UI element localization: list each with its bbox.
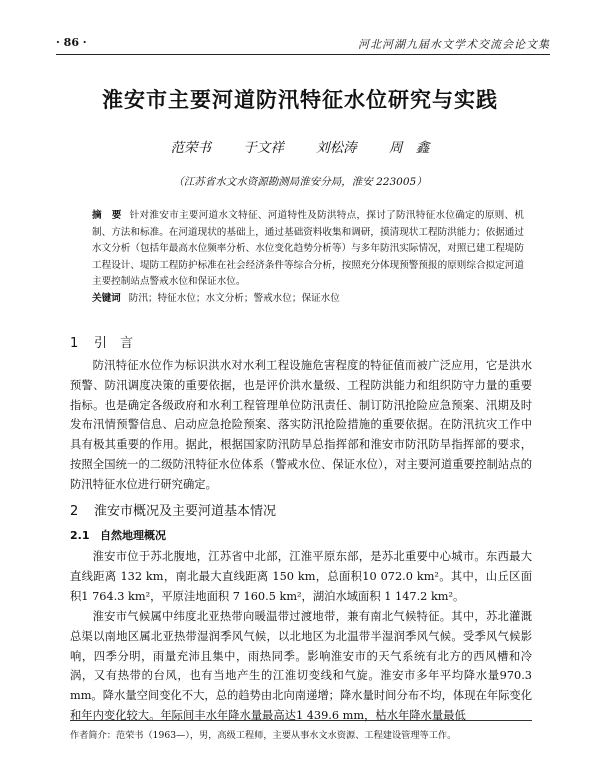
abstract-label: 摘 要 [92,210,122,221]
section-number: 2 [70,504,79,519]
paper-title: 淮安市主要河道防汛特征水位研究与实践 [102,88,498,112]
author-name: 于文祥 [243,140,284,156]
body-paragraph: 淮安市位于苏北腹地，江苏省中北部，江淮平原东部，是苏北重要中心城市。东西最大直线距离 132 km，南北最大直线距离 150 km，总面积10 072.0 km²。其中，山丘区面积1 764.3 km²，平原洼地面积 7 160.5 km²，湖泊水域面积 1 147.2 km²。 [70,550,532,603]
author-name: 刘松涛 [316,140,357,156]
keywords-text: 防汛；特征水位；水文分析；警戒水位；保证水位 [128,292,340,304]
section-number: 1 [70,336,79,351]
body-paragraph: 淮安市气候属中纬度北亚热带向暖温带过渡地带，兼有南北气候特征。其中，苏北灌溉总渠以南地区属北亚热带湿润季风气候，以北地区为北温带半湿润季风气候。受季风气候影响，四季分明，雨量充沛且集中，雨热同季。影响淮安市的天气系统有北方的西风槽和冷涡，又有热带的台风，也有当地产生的江淮切变线和气旋。淮安市多年平均降水量970.3 mm。降水量空间变化不大，总的趋势由北向南递增；降水量时间分布不均，体现在年际变化和年内变化较大。年际间丰水年降水量最高达1 439.6 mm，枯水年降水量最低 [70,610,533,722]
section-title: 引 言 [94,336,134,351]
running-header [56,34,550,55]
footnote-divider [70,720,532,721]
page-number: · 86 · [56,36,87,49]
author-name: 范荣书 [170,140,212,156]
body-paragraph: 防汛特征水位作为标识洪水对水利工程设施危害程度的特征值而被广泛应用，它是洪水预警、防汛调度决策的重要依据，也是评价洪水量级、工程防洪能力和组织防守力量的重要指标。也是确定各级政府和水利工程管理单位防汛责任、制订防汛抢险应急预案、汛期及时发布汛情预警信息、启动应急抢险预案、落实防汛抢险措施的重要依据。在防汛抗灾工作中具有极其重要的作用。据此，根据国家防汛防旱总指挥部和淮安市防汛防旱指挥部的要求，按照全国统一的二级防汛特征水位体系（警戒水位、保证水位），对主要河道重要控制站点的防汛特征水位进行研究确定。 [70,359,532,491]
keywords-line [92,291,524,308]
running-title: 河北河湖九届水文学术交流会论文集 [358,38,550,51]
author-name: 周 鑫 [388,140,430,156]
subsection-number: 2.1 [70,529,90,542]
affiliation: （江苏省水文水资源勘测局淮安分局，淮安 223005） [173,176,427,188]
section-title: 淮安市概况及主要河道基本情况 [94,504,277,519]
abstract-block [92,208,524,307]
keywords-label: 关键词 [92,292,121,304]
abstract-text: 针对淮安市主要河道水文特征、河道特性及防洪特点，探讨了防汛特征水位确定的原则、机制、方法和标准。在河道现状的基础上，通过基础资料收集和调研，摸清现状工程防洪能力；依据通过水文分析（包括年最高水位频率分析、水位变化趋势分析等）与多年防汛实际情况，对照已建工程堤防工程设计、堤防工程防护标准在社会经济条件等综合分析，按照充分体现预警预报的原则综合拟定河道主要控制站点警戒水位和保证水位。 [92,210,525,287]
author-footnote: 作者简介：范荣书（1963—），男，高级工程师，主要从事水文水资源、工程建设管理等工作。 [70,730,457,741]
section-heading [70,332,133,351]
subsection-title: 自然地理概况 [100,529,166,542]
subsection-heading [70,527,166,543]
author-list [0,136,600,156]
section-heading [70,500,276,519]
